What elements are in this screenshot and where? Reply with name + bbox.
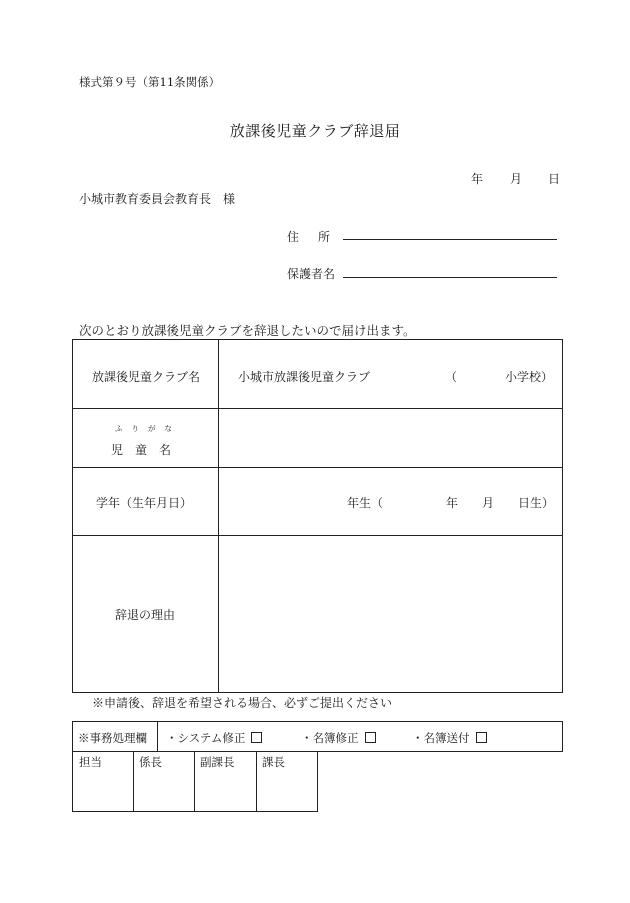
furigana-label: ふりがな [115, 424, 181, 433]
stamp-label: 副課長 [200, 755, 235, 769]
form-number: 様式第９号（第11条関係） [79, 75, 221, 89]
intro-text: 次のとおり放課後児童クラブを辞退したいので届け出ます。 [79, 323, 416, 338]
stamp-label: 担当 [79, 755, 102, 769]
reason-field[interactable] [220, 537, 561, 691]
birth-month-label: 月 [482, 496, 495, 510]
date-day-label: 日 [548, 172, 561, 186]
guardian-label: 保護者名 [287, 267, 336, 281]
system-fix-label: ・システム修正 [166, 731, 246, 745]
address-label-1: 住 [287, 230, 300, 244]
office-box-divider [157, 722, 158, 751]
register-fix-checkbox[interactable] [365, 732, 376, 743]
club-school-suffix: 小学校） [505, 370, 554, 384]
system-fix-checkbox[interactable] [251, 732, 262, 743]
stamp-label: 課長 [262, 755, 285, 769]
address-label-2: 所 [318, 230, 331, 244]
club-name-value: 小城市放課後児童クラブ [238, 370, 371, 384]
page-title: 放課後児童クラブ辞退届 [229, 122, 401, 140]
submission-note: ※申請後、辞退を希望される場合、必ずご提出ください [92, 696, 393, 710]
birth-day-label: 日生） [518, 496, 555, 510]
club-name-label: 放課後児童クラブ名 [92, 370, 201, 384]
birth-year-label: 年 [446, 496, 459, 510]
address-line[interactable] [343, 239, 557, 240]
register-send-label: ・名簿送付 [412, 731, 470, 745]
grade-label: 学年（生年月日） [96, 496, 193, 510]
child-name-label: 児 童 名 [111, 443, 172, 457]
child-name-field[interactable] [220, 410, 561, 466]
club-paren-open: （ [445, 370, 458, 384]
date-year-label: 年 [471, 172, 484, 186]
register-send-checkbox[interactable] [476, 732, 487, 743]
table-row-divider [73, 467, 562, 468]
addressee: 小城市教育委員会教育長 様 [79, 192, 236, 206]
table-column-divider [218, 340, 219, 692]
office-use-label: ※事務処理欄 [78, 731, 147, 745]
reason-label: 辞退の理由 [115, 608, 176, 622]
table-row-divider [73, 408, 562, 409]
stamp-label: 係長 [139, 755, 162, 769]
date-month-label: 月 [510, 172, 523, 186]
table-row-divider [73, 535, 562, 536]
register-fix-label: ・名簿修正 [301, 731, 359, 745]
grade-value: 年生（ [347, 496, 384, 510]
guardian-name-line[interactable] [343, 277, 557, 278]
